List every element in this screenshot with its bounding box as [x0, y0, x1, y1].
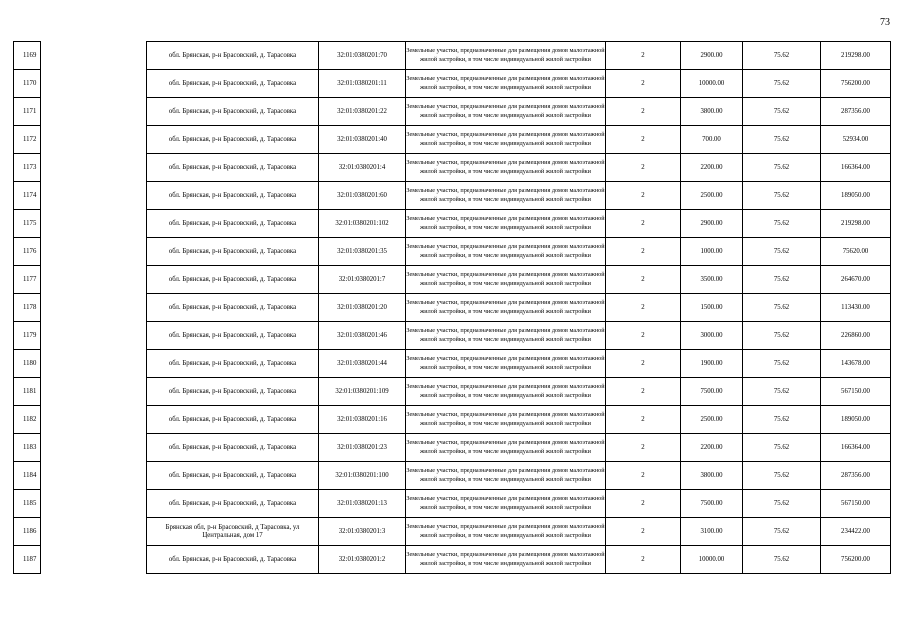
group-cell: 2	[606, 154, 681, 182]
cadastral-value-cell: 166364.00	[821, 434, 891, 462]
address-cell: обл. Брянская, р-н Брасовский, д. Тарасовка	[147, 154, 319, 182]
area-cell: 10000.00	[681, 70, 743, 98]
rate-cell: 75.62	[743, 154, 821, 182]
cadastral-value-cell: 219298.00	[821, 42, 891, 70]
rate-cell: 75.62	[743, 490, 821, 518]
row-number-cell: 1173	[14, 154, 41, 182]
cadastral-value-cell: 113430.00	[821, 294, 891, 322]
table-row	[14, 294, 891, 322]
area-cell: 10000.00	[681, 546, 743, 574]
cadastral-number-cell: 32:01:0380201:20	[319, 294, 406, 322]
row-number-cell: 1179	[14, 322, 41, 350]
spacer-cell	[41, 210, 147, 238]
spacer-cell	[41, 434, 147, 462]
rate-cell: 75.62	[743, 266, 821, 294]
page-number: 73	[880, 17, 890, 28]
address-cell: обл. Брянская, р-н Брасовский, д. Тарасовка	[147, 406, 319, 434]
address-cell: обл. Брянская, р-н Брасовский, д. Тарасовка	[147, 434, 319, 462]
address-cell: обл. Брянская, р-н Брасовский, д. Тарасовка	[147, 490, 319, 518]
area-cell: 2500.00	[681, 406, 743, 434]
group-cell: 2	[606, 518, 681, 546]
row-number-cell: 1185	[14, 490, 41, 518]
area-cell: 2200.00	[681, 154, 743, 182]
table-row	[14, 70, 891, 98]
cadastral-number-cell: 32:01:0380201:46	[319, 322, 406, 350]
address-cell: обл. Брянская, р-н Брасовский, д. Тарасовка	[147, 98, 319, 126]
rate-cell: 75.62	[743, 434, 821, 462]
rate-cell: 75.62	[743, 98, 821, 126]
area-cell: 2500.00	[681, 182, 743, 210]
land-category-cell: Земельные участки, предназначенные для размещения домов малоэтажной жилой застройки, в том числе индивидуальной жилой застройки	[406, 378, 606, 406]
rate-cell: 75.62	[743, 210, 821, 238]
spacer-cell	[41, 518, 147, 546]
land-category-cell: Земельные участки, предназначенные для размещения домов малоэтажной жилой застройки, в том числе индивидуальной жилой застройки	[406, 462, 606, 490]
area-cell: 2900.00	[681, 42, 743, 70]
group-cell: 2	[606, 322, 681, 350]
cadastral-value-cell: 567150.00	[821, 378, 891, 406]
address-cell: обл. Брянская, р-н Брасовский, д. Тарасовка	[147, 322, 319, 350]
spacer-cell	[41, 266, 147, 294]
cadastral-value-cell: 189050.00	[821, 406, 891, 434]
land-category-cell: Земельные участки, предназначенные для размещения домов малоэтажной жилой застройки, в том числе индивидуальной жилой застройки	[406, 350, 606, 378]
row-number-cell: 1170	[14, 70, 41, 98]
table-row	[14, 546, 891, 574]
group-cell: 2	[606, 546, 681, 574]
rate-cell: 75.62	[743, 350, 821, 378]
row-number-cell: 1186	[14, 518, 41, 546]
cadastral-value-cell: 287356.00	[821, 462, 891, 490]
cadastral-number-cell: 32:01:0380201:44	[319, 350, 406, 378]
area-cell: 7500.00	[681, 490, 743, 518]
cadastral-number-cell: 32:01:0380201:3	[319, 518, 406, 546]
area-cell: 3800.00	[681, 462, 743, 490]
land-category-cell: Земельные участки, предназначенные для размещения домов малоэтажной жилой застройки, в том числе индивидуальной жилой застройки	[406, 434, 606, 462]
cadastral-value-cell: 166364.00	[821, 154, 891, 182]
spacer-cell	[41, 98, 147, 126]
rate-cell: 75.62	[743, 322, 821, 350]
spacer-cell	[41, 126, 147, 154]
spacer-cell	[41, 406, 147, 434]
cadastral-value-cell: 756200.00	[821, 70, 891, 98]
table-row	[14, 462, 891, 490]
spacer-cell	[41, 42, 147, 70]
cadastral-value-cell: 189050.00	[821, 182, 891, 210]
area-cell: 3100.00	[681, 518, 743, 546]
row-number-cell: 1177	[14, 266, 41, 294]
cadastral-value-cell: 756200.00	[821, 546, 891, 574]
rate-cell: 75.62	[743, 518, 821, 546]
table-row	[14, 322, 891, 350]
table-row	[14, 518, 891, 546]
area-cell: 3800.00	[681, 98, 743, 126]
land-category-cell: Земельные участки, предназначенные для размещения домов малоэтажной жилой застройки, в том числе индивидуальной жилой застройки	[406, 546, 606, 574]
table-row	[14, 42, 891, 70]
table-row	[14, 406, 891, 434]
row-number-cell: 1187	[14, 546, 41, 574]
land-category-cell: Земельные участки, предназначенные для размещения домов малоэтажной жилой застройки, в том числе индивидуальной жилой застройки	[406, 126, 606, 154]
cadastral-number-cell: 32:01:0380201:4	[319, 154, 406, 182]
area-cell: 3500.00	[681, 266, 743, 294]
group-cell: 2	[606, 42, 681, 70]
address-cell: обл. Брянская, р-н Брасовский, д. Тарасовка	[147, 266, 319, 294]
rate-cell: 75.62	[743, 294, 821, 322]
land-category-cell: Земельные участки, предназначенные для размещения домов малоэтажной жилой застройки, в том числе индивидуальной жилой застройки	[406, 322, 606, 350]
spacer-cell	[41, 378, 147, 406]
group-cell: 2	[606, 238, 681, 266]
rate-cell: 75.62	[743, 406, 821, 434]
area-cell: 2900.00	[681, 210, 743, 238]
cadastral-value-cell: 234422.00	[821, 518, 891, 546]
row-number-cell: 1171	[14, 98, 41, 126]
land-category-cell: Земельные участки, предназначенные для размещения домов малоэтажной жилой застройки, в том числе индивидуальной жилой застройки	[406, 98, 606, 126]
address-cell: обл. Брянская, р-н Брасовский, д. Тарасовка	[147, 546, 319, 574]
land-category-cell: Земельные участки, предназначенные для размещения домов малоэтажной жилой застройки, в том числе индивидуальной жилой застройки	[406, 70, 606, 98]
row-number-cell: 1174	[14, 182, 41, 210]
spacer-cell	[41, 238, 147, 266]
group-cell: 2	[606, 378, 681, 406]
table-row	[14, 210, 891, 238]
spacer-cell	[41, 322, 147, 350]
table-row	[14, 490, 891, 518]
address-cell: обл. Брянская, р-н Брасовский, д. Тарасовка	[147, 350, 319, 378]
cadastral-number-cell: 32:01:0380201:70	[319, 42, 406, 70]
row-number-cell: 1178	[14, 294, 41, 322]
cadastral-number-cell: 32:01:0380201:35	[319, 238, 406, 266]
cadastral-number-cell: 32:01:0380201:23	[319, 434, 406, 462]
cadastral-number-cell: 32:01:0380201:16	[319, 406, 406, 434]
spacer-cell	[41, 154, 147, 182]
area-cell: 1000.00	[681, 238, 743, 266]
cadastral-number-cell: 32:01:0380201:22	[319, 98, 406, 126]
rate-cell: 75.62	[743, 126, 821, 154]
group-cell: 2	[606, 350, 681, 378]
cadastral-value-cell: 219298.00	[821, 210, 891, 238]
row-number-cell: 1172	[14, 126, 41, 154]
group-cell: 2	[606, 70, 681, 98]
rate-cell: 75.62	[743, 42, 821, 70]
land-category-cell: Земельные участки, предназначенные для размещения домов малоэтажной жилой застройки, в том числе индивидуальной жилой застройки	[406, 238, 606, 266]
cadastral-value-cell: 264670.00	[821, 266, 891, 294]
table-row	[14, 238, 891, 266]
row-number-cell: 1182	[14, 406, 41, 434]
rate-cell: 75.62	[743, 546, 821, 574]
group-cell: 2	[606, 126, 681, 154]
table-row	[14, 434, 891, 462]
rate-cell: 75.62	[743, 238, 821, 266]
spacer-cell	[41, 490, 147, 518]
address-cell: обл. Брянская, р-н Брасовский, д. Тарасовка	[147, 210, 319, 238]
group-cell: 2	[606, 294, 681, 322]
cadastral-number-cell: 32:01:0380201:40	[319, 126, 406, 154]
land-category-cell: Земельные участки, предназначенные для размещения домов малоэтажной жилой застройки, в том числе индивидуальной жилой застройки	[406, 406, 606, 434]
cadastral-value-cell: 75620.00	[821, 238, 891, 266]
land-plots-table	[13, 41, 891, 574]
area-cell: 7500.00	[681, 378, 743, 406]
row-number-cell: 1184	[14, 462, 41, 490]
rate-cell: 75.62	[743, 182, 821, 210]
cadastral-value-cell: 287356.00	[821, 98, 891, 126]
land-category-cell: Земельные участки, предназначенные для размещения домов малоэтажной жилой застройки, в том числе индивидуальной жилой застройки	[406, 518, 606, 546]
group-cell: 2	[606, 266, 681, 294]
address-cell: обл. Брянская, р-н Брасовский, д. Тарасовка	[147, 70, 319, 98]
address-cell: обл. Брянская, р-н Брасовский, д. Тарасовка	[147, 378, 319, 406]
area-cell: 2200.00	[681, 434, 743, 462]
group-cell: 2	[606, 434, 681, 462]
row-number-cell: 1181	[14, 378, 41, 406]
cadastral-number-cell: 32:01:0380201:7	[319, 266, 406, 294]
group-cell: 2	[606, 98, 681, 126]
land-category-cell: Земельные участки, предназначенные для размещения домов малоэтажной жилой застройки, в том числе индивидуальной жилой застройки	[406, 490, 606, 518]
cadastral-number-cell: 32:01:0380201:11	[319, 70, 406, 98]
address-cell: обл. Брянская, р-н Брасовский, д. Тарасовка	[147, 462, 319, 490]
rate-cell: 75.62	[743, 70, 821, 98]
table-row	[14, 182, 891, 210]
cadastral-number-cell: 32:01:0380201:109	[319, 378, 406, 406]
spacer-cell	[41, 350, 147, 378]
cadastral-value-cell: 143678.00	[821, 350, 891, 378]
table-row	[14, 154, 891, 182]
row-number-cell: 1180	[14, 350, 41, 378]
table-row	[14, 350, 891, 378]
spacer-cell	[41, 182, 147, 210]
cadastral-number-cell: 32:01:0380201:100	[319, 462, 406, 490]
group-cell: 2	[606, 462, 681, 490]
rate-cell: 75.62	[743, 378, 821, 406]
address-cell: Брянская обл, р-н Брасовский, д Тарасовка, ул Центральная, дом 17	[147, 518, 319, 546]
cadastral-value-cell: 52934.00	[821, 126, 891, 154]
area-cell: 700.00	[681, 126, 743, 154]
row-number-cell: 1169	[14, 42, 41, 70]
spacer-cell	[41, 70, 147, 98]
row-number-cell: 1183	[14, 434, 41, 462]
area-cell: 3000.00	[681, 322, 743, 350]
address-cell: обл. Брянская, р-н Брасовский, д. Тарасовка	[147, 42, 319, 70]
land-category-cell: Земельные участки, предназначенные для размещения домов малоэтажной жилой застройки, в том числе индивидуальной жилой застройки	[406, 42, 606, 70]
group-cell: 2	[606, 490, 681, 518]
land-category-cell: Земельные участки, предназначенные для размещения домов малоэтажной жилой застройки, в том числе индивидуальной жилой застройки	[406, 182, 606, 210]
group-cell: 2	[606, 406, 681, 434]
spacer-cell	[41, 294, 147, 322]
row-number-cell: 1176	[14, 238, 41, 266]
spacer-cell	[41, 546, 147, 574]
cadastral-number-cell: 32:01:0380201:60	[319, 182, 406, 210]
row-number-cell: 1175	[14, 210, 41, 238]
spacer-cell	[41, 462, 147, 490]
address-cell: обл. Брянская, р-н Брасовский, д. Тарасовка	[147, 238, 319, 266]
group-cell: 2	[606, 182, 681, 210]
address-cell: обл. Брянская, р-н Брасовский, д. Тарасовка	[147, 126, 319, 154]
area-cell: 1500.00	[681, 294, 743, 322]
group-cell: 2	[606, 210, 681, 238]
address-cell: обл. Брянская, р-н Брасовский, д. Тарасовка	[147, 182, 319, 210]
table-row	[14, 266, 891, 294]
area-cell: 1900.00	[681, 350, 743, 378]
land-category-cell: Земельные участки, предназначенные для размещения домов малоэтажной жилой застройки, в том числе индивидуальной жилой застройки	[406, 294, 606, 322]
land-category-cell: Земельные участки, предназначенные для размещения домов малоэтажной жилой застройки, в том числе индивидуальной жилой застройки	[406, 266, 606, 294]
rate-cell: 75.62	[743, 462, 821, 490]
cadastral-number-cell: 32:01:0380201:102	[319, 210, 406, 238]
cadastral-number-cell: 32:01:0380201:2	[319, 546, 406, 574]
table-row	[14, 378, 891, 406]
cadastral-value-cell: 226860.00	[821, 322, 891, 350]
table-row	[14, 126, 891, 154]
cadastral-value-cell: 567150.00	[821, 490, 891, 518]
land-category-cell: Земельные участки, предназначенные для размещения домов малоэтажной жилой застройки, в том числе индивидуальной жилой застройки	[406, 210, 606, 238]
land-category-cell: Земельные участки, предназначенные для размещения домов малоэтажной жилой застройки, в том числе индивидуальной жилой застройки	[406, 154, 606, 182]
table-row	[14, 98, 891, 126]
cadastral-number-cell: 32:01:0380201:13	[319, 490, 406, 518]
address-cell: обл. Брянская, р-н Брасовский, д. Тарасовка	[147, 294, 319, 322]
